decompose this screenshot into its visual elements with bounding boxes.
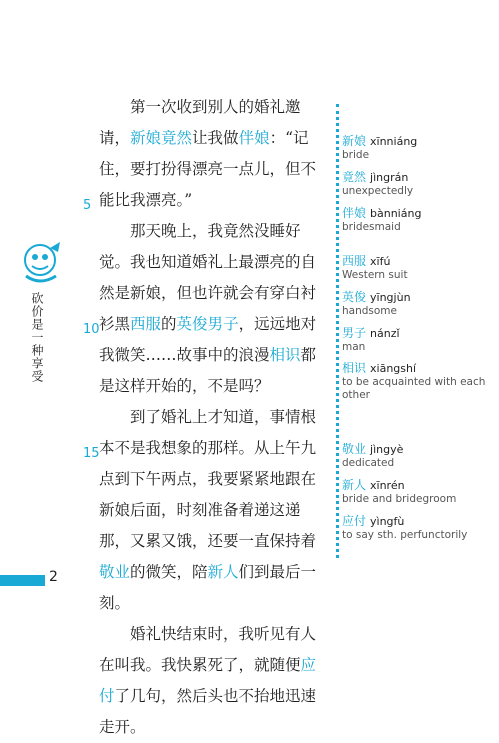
story-text bbox=[99, 92, 325, 743]
glossary-item bbox=[342, 130, 492, 162]
glossary-pinyin: yīngjùn bbox=[370, 291, 411, 304]
glossary-pinyin: nánzǐ bbox=[370, 327, 400, 340]
text-run: 的 bbox=[161, 315, 177, 333]
vocab-highlight: 男子 bbox=[207, 315, 239, 333]
glossary-definition: dedicated bbox=[342, 457, 395, 469]
vocab-highlight: 英俊 bbox=[176, 315, 208, 333]
text-run: 都是这样开始的，不是吗？ bbox=[99, 346, 317, 395]
line-number-15: 15 bbox=[83, 446, 100, 461]
glossary-item bbox=[342, 286, 492, 318]
glossary-item bbox=[342, 166, 492, 198]
glossary-definition: to say sth. perfunctorily bbox=[342, 529, 468, 541]
text-run: 那天晚上，我竟然没睡好觉。我也知道婚礼上最漂亮的自然是新娘，但也许就会有穿白衬衫黑 bbox=[99, 222, 317, 333]
glossary-definition: bride and bridegroom bbox=[342, 493, 457, 505]
glossary-pinyin: xīnrén bbox=[370, 479, 405, 492]
glossary-definition: man bbox=[342, 341, 366, 353]
glossary-item bbox=[342, 202, 492, 234]
glossary-pinyin: yìngfù bbox=[370, 515, 405, 528]
glossary-pinyin: bànniáng bbox=[370, 207, 422, 220]
text-run: ，远远地对我微笑……故事中的浪漫 bbox=[99, 315, 317, 364]
page-number-bar bbox=[0, 575, 45, 586]
glossary-item bbox=[342, 474, 492, 506]
text-run: 第一次收到别人的婚礼邀请， bbox=[99, 98, 301, 147]
glossary-definition: bridesmaid bbox=[342, 221, 401, 233]
glossary-word: 英俊 bbox=[342, 290, 367, 304]
cartoon-emblem-icon bbox=[20, 240, 64, 286]
vocab-highlight: 西服 bbox=[130, 315, 162, 333]
vocab-highlight: 竟然 bbox=[161, 129, 193, 147]
text-run: 了几句，然后头也不抬地迅速走开。 bbox=[99, 687, 317, 736]
paragraph-1 bbox=[99, 92, 325, 216]
glossary-pinyin: xiāngshí bbox=[370, 362, 417, 375]
glossary-divider bbox=[336, 104, 339, 558]
line-number-5: 5 bbox=[83, 198, 92, 213]
glossary-word: 相识 bbox=[342, 361, 367, 375]
glossary-definition: to be acquainted with each other bbox=[342, 376, 486, 401]
glossary-word: 新人 bbox=[342, 478, 367, 492]
glossary-word: 伴娘 bbox=[342, 206, 367, 220]
text-run: 们到最后一刻。 bbox=[99, 563, 317, 612]
glossary-pinyin: xīnniáng bbox=[370, 135, 418, 148]
paragraph-2 bbox=[99, 216, 325, 402]
text-run: 的微笑，陪 bbox=[130, 563, 208, 581]
glossary-word: 应付 bbox=[342, 514, 367, 528]
text-run: 让我做 bbox=[192, 129, 239, 147]
glossary-definition: bride bbox=[342, 149, 370, 161]
glossary-item bbox=[342, 438, 492, 470]
side-chapter-title: 砍价是一种享受 bbox=[30, 292, 44, 383]
vocab-highlight: 伴娘 bbox=[238, 129, 270, 147]
glossary-item bbox=[342, 322, 492, 354]
glossary-word: 竟然 bbox=[342, 170, 367, 184]
glossary-word: 男子 bbox=[342, 326, 367, 340]
text-run: 婚礼快结束时，我听见有人在叫我。我快累死了，就随便 bbox=[99, 625, 317, 674]
vocab-highlight: 新娘 bbox=[130, 129, 162, 147]
page-number: 2 bbox=[49, 569, 58, 585]
glossary-pinyin: jìngrán bbox=[370, 171, 409, 184]
glossary-word: 新娘 bbox=[342, 134, 367, 148]
glossary-pinyin: jìngyè bbox=[370, 443, 404, 456]
vocab-highlight: 新人 bbox=[207, 563, 239, 581]
text-run: ：“记住，要打扮得漂亮一点儿，但不能比我漂亮。” bbox=[99, 129, 317, 209]
vocab-highlight: 相识 bbox=[269, 346, 301, 364]
vocab-highlight: 应付 bbox=[99, 656, 317, 705]
text-run: 到了婚礼上才知道，事情根本不是我想象的那样。从上午九点到下午两点，我要紧紧地跟在新娘后面，时刻准备着递这递那，又累又饿，还要一直保持着 bbox=[99, 408, 317, 550]
glossary-definition: Western suit bbox=[342, 269, 408, 281]
line-number-10: 10 bbox=[83, 322, 100, 337]
glossary-item bbox=[342, 357, 492, 402]
glossary-item bbox=[342, 250, 492, 282]
glossary-word: 西服 bbox=[342, 254, 367, 268]
vocab-highlight: 敬业 bbox=[99, 563, 131, 581]
glossary-definition: unexpectedly bbox=[342, 185, 414, 197]
glossary-item bbox=[342, 510, 492, 542]
paragraph-3 bbox=[99, 402, 325, 619]
glossary-pinyin: xīfú bbox=[370, 255, 391, 268]
paragraph-4 bbox=[99, 619, 325, 743]
glossary-definition: handsome bbox=[342, 305, 397, 317]
glossary-word: 敬业 bbox=[342, 442, 367, 456]
